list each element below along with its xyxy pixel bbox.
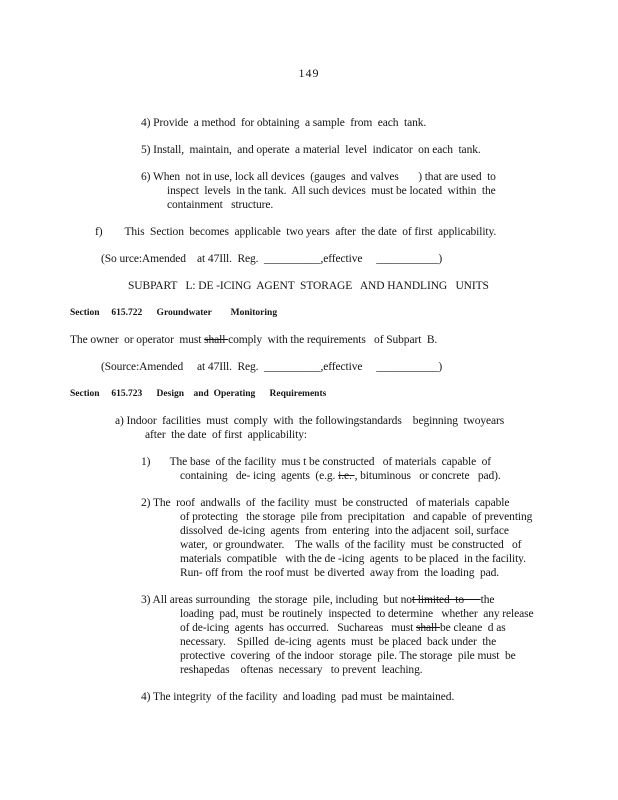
sub-item-2-cont-2: [180, 524, 618, 538]
text-segment: containing de- icing agents (e.g.: [180, 470, 339, 482]
page-number: 149: [298, 66, 320, 80]
text-segment: 3) All areas surrounding the storage pile, including but no: [141, 594, 412, 606]
source-note-1: [101, 252, 618, 266]
text-segment: the: [480, 594, 495, 606]
text-segment: 2) The roof andwalls of the facility must be constructed of materials capable: [141, 497, 510, 509]
text-segment: reshapedas oftenas necessary to prevent leaching.: [180, 664, 423, 676]
text-segment: 6) When not in use, lock all devices (gauges and valves ) that are used to: [141, 171, 496, 183]
text-segment: water, or groundwater. The walls of the facility must be constructed of: [180, 539, 522, 551]
text-segment: materials compatible with the de -icing agents to be placed in the facility.: [180, 553, 526, 565]
sub-item-3-cont-1: [180, 607, 618, 621]
sub-item-2-cont-5: [180, 566, 618, 580]
text-segment: SUBPART L: DE -ICING AGENT STORAGE AND HANDLING UNITS: [128, 280, 489, 292]
struck-text: i.e.: [338, 470, 355, 482]
text-segment: f) This Section becomes applicable two years after the date of first applicability.: [95, 226, 497, 238]
sub-item-2-cont-1: [180, 510, 618, 524]
text-segment: necessary. Spilled de-icing agents must be placed back under the: [180, 636, 497, 648]
text-segment: Section 615.722 Groundwater Monitoring: [70, 308, 278, 318]
text-segment: , bituminous or concrete pad).: [354, 470, 501, 482]
list-item-6-cont-2: [167, 198, 618, 212]
subpart-heading: [128, 279, 618, 293]
clause-a-cont: [145, 428, 618, 442]
list-item-4: [141, 116, 618, 130]
sub-item-3: [141, 593, 618, 607]
document-body: [0, 116, 618, 704]
text-segment: 4) The integrity of the facility and loading pad must be maintained.: [141, 691, 455, 703]
sub-item-1-cont: [180, 469, 618, 483]
struck-text: shall: [204, 334, 229, 346]
clause-f: [95, 225, 618, 239]
text-segment: 5) Install, maintain, and operate a material level indicator on each tank.: [141, 144, 481, 156]
text-segment: a) Indoor facilities must comply with the followingstandards beginning twoyears: [115, 415, 505, 427]
text-segment: of protecting the storage pile from precipitation and capable of preventing: [180, 511, 533, 523]
clause-a: [115, 414, 618, 428]
sub-item-2-cont-4: [180, 552, 618, 566]
list-item-6-cont-1: [167, 184, 618, 198]
list-item-6: [141, 170, 618, 184]
text-segment: protective covering of the indoor storage pile. The storage pile must be: [180, 650, 516, 662]
list-item-5: [141, 143, 618, 157]
text-segment: comply with the requirements of Subpart B.: [228, 334, 438, 346]
text-segment: 1) The base of the facility mus t be constructed of materials capable of: [141, 456, 492, 468]
owner-operator-sentence: [70, 333, 618, 347]
sub-item-1: [141, 455, 618, 469]
sub-item-3-cont-2: [180, 621, 618, 635]
struck-text: shall: [416, 622, 441, 634]
text-segment: be cleane d as: [440, 622, 506, 634]
text-segment: (Source:Amended at 47Ill. Reg. __________,effective ___________): [101, 361, 443, 373]
text-segment: after the date of first applicability:: [145, 429, 307, 441]
text-segment: of de-icing agents has occurred. Suchareas must: [180, 622, 417, 634]
sub-item-3-cont-3: [180, 635, 618, 649]
sub-item-2: [141, 496, 618, 510]
sub-item-4: [141, 690, 618, 704]
text-segment: containment structure.: [167, 199, 274, 211]
text-segment: Run- off from the roof must be diverted away from the loading pad.: [180, 567, 500, 579]
section-615-722-heading: [70, 306, 618, 320]
text-segment: loading pad, must be routinely inspected to determine whether any release: [180, 608, 534, 620]
text-segment: The owner or operator must: [70, 334, 205, 346]
struck-text: t limited to: [411, 594, 481, 606]
text-segment: Section 615.723 Design and Operating Requirements: [70, 389, 327, 399]
sub-item-3-cont-5: [180, 663, 618, 677]
text-segment: dissolved de-icing agents from entering into the adjacent soil, surface: [180, 525, 509, 537]
sub-item-3-cont-4: [180, 649, 618, 663]
text-segment: inspect levels in the tank. All such devices must be located within the: [167, 185, 496, 197]
section-615-723-heading: [70, 387, 618, 401]
source-note-2: [101, 360, 618, 374]
text-segment: 4) Provide a method for obtaining a sample from each tank.: [141, 117, 427, 129]
sub-item-2-cont-3: [180, 538, 618, 552]
text-segment: (So urce:Amended at 47Ill. Reg. __________,effective ___________): [101, 253, 443, 265]
